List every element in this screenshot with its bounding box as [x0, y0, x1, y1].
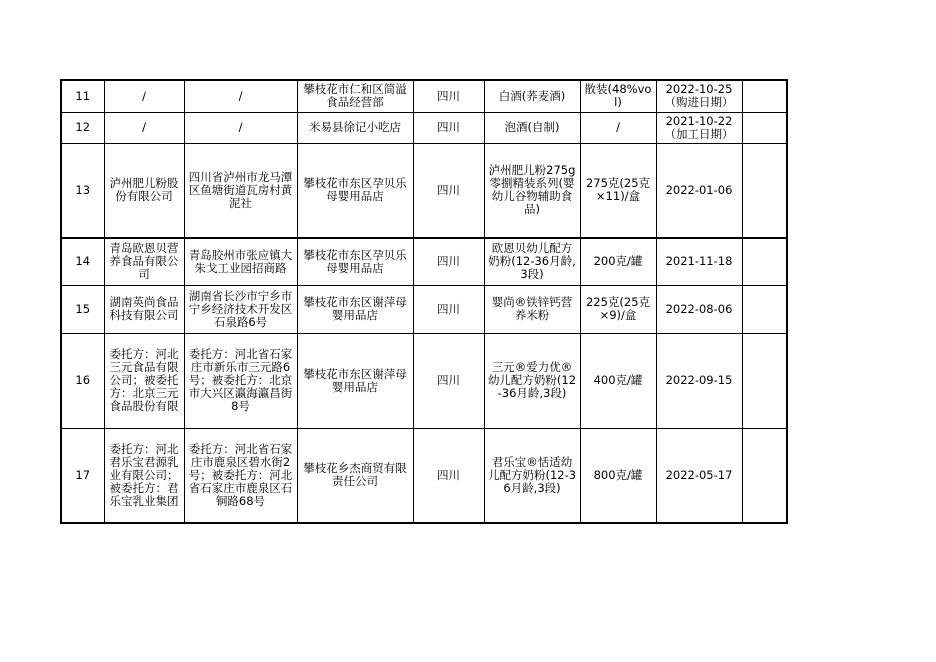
table-row [61, 143, 787, 238]
cell-specification: 散装(48%vol) [580, 80, 656, 112]
cell-producer-address: 委托方：河北省石家庄市鹿泉区碧水街2号；被委托方：河北省石家庄市鹿泉区石铜路68号 [184, 428, 297, 523]
cell-serial-number: 15 [61, 285, 104, 333]
cell-producer: 委托方：河北君乐宝君源乳业有限公司；被委托方：君乐宝乳业集团 [104, 428, 184, 523]
cell-date: 2022-09-15 [656, 333, 742, 428]
cell-province: 四川 [413, 428, 484, 523]
cell-serial-number: 11 [61, 80, 104, 112]
cell-date: 2022-01-06 [656, 143, 742, 238]
cell-specification: 400克/罐 [580, 333, 656, 428]
table-row [61, 80, 787, 112]
cell-producer: 委托方：河北三元食品有限公司；被委托方：北京三元食品股份有限 [104, 333, 184, 428]
cell-seller: 攀枝花市东区谢萍母婴用品店 [297, 285, 413, 333]
cell-date: 2022-10-25（购进日期） [656, 80, 742, 112]
cell-producer: / [104, 80, 184, 112]
table-row [61, 285, 787, 333]
cell-date: 2021-11-18 [656, 238, 742, 285]
cell-seller: 攀枝花市仁和区简溢食品经营部 [297, 80, 413, 112]
cell-product-name: 三元®爱力优®幼儿配方奶粉(12-36月龄,3段) [484, 333, 580, 428]
cell-product-name: 泡酒(自制) [484, 112, 580, 143]
cell-producer-address: 委托方：河北省石家庄市新乐市三元路6号；被委托方：北京市大兴区瀛海瀛昌街8号 [184, 333, 297, 428]
cell-extra [742, 143, 787, 238]
cell-extra [742, 428, 787, 523]
cell-specification: 200克/罐 [580, 238, 656, 285]
cell-product-name: 婴尚®铁锌钙营养米粉 [484, 285, 580, 333]
cell-serial-number: 12 [61, 112, 104, 143]
cell-producer: 湖南英尚食品科技有限公司 [104, 285, 184, 333]
cell-product-name: 欧恩贝幼儿配方奶粉(12-36月龄,3段) [484, 238, 580, 285]
cell-province: 四川 [413, 112, 484, 143]
cell-producer-address: / [184, 80, 297, 112]
cell-extra [742, 285, 787, 333]
cell-specification: 275克(25克×11)/盒 [580, 143, 656, 238]
cell-date: 2022-08-06 [656, 285, 742, 333]
table-body [61, 80, 787, 523]
cell-producer-address: 四川省泸州市龙马潭区鱼塘街道瓦房村黄泥社 [184, 143, 297, 238]
cell-seller: 米易县徐记小吃店 [297, 112, 413, 143]
cell-date: 2022-05-17 [656, 428, 742, 523]
cell-producer: 泸州肥儿粉股份有限公司 [104, 143, 184, 238]
cell-seller: 攀枝花市东区孕贝乐母婴用品店 [297, 143, 413, 238]
cell-producer: 青岛欧恩贝营养食品有限公司 [104, 238, 184, 285]
cell-producer: / [104, 112, 184, 143]
cell-serial-number: 13 [61, 143, 104, 238]
cell-extra [742, 80, 787, 112]
cell-specification: 800克/罐 [580, 428, 656, 523]
cell-seller: 攀枝花市东区孕贝乐母婴用品店 [297, 238, 413, 285]
inspection-table [60, 79, 788, 524]
cell-serial-number: 16 [61, 333, 104, 428]
cell-extra [742, 238, 787, 285]
cell-product-name: 君乐宝®恬适幼儿配方奶粉(12-36月龄,3段) [484, 428, 580, 523]
cell-product-name: 白酒(荞麦酒) [484, 80, 580, 112]
cell-province: 四川 [413, 285, 484, 333]
cell-date: 2021-10-22（加工日期） [656, 112, 742, 143]
table-row [61, 112, 787, 143]
cell-specification: / [580, 112, 656, 143]
cell-province: 四川 [413, 238, 484, 285]
cell-province: 四川 [413, 143, 484, 238]
cell-serial-number: 14 [61, 238, 104, 285]
cell-extra [742, 112, 787, 143]
cell-province: 四川 [413, 333, 484, 428]
cell-producer-address: / [184, 112, 297, 143]
cell-seller: 攀枝花乡杰商贸有限责任公司 [297, 428, 413, 523]
cell-producer-address: 青岛胶州市张应镇大朱戈工业园招商路 [184, 238, 297, 285]
cell-seller: 攀枝花市东区谢萍母婴用品店 [297, 333, 413, 428]
cell-producer-address: 湖南省长沙市宁乡市宁乡经济技术开发区石泉路6号 [184, 285, 297, 333]
cell-specification: 225克(25克×9)/盒 [580, 285, 656, 333]
cell-serial-number: 17 [61, 428, 104, 523]
cell-extra [742, 333, 787, 428]
table-row [61, 333, 787, 428]
cell-product-name: 泸州肥儿粉275g零捌精装系列(婴幼儿谷物辅助食品) [484, 143, 580, 238]
table-row [61, 428, 787, 523]
cell-province: 四川 [413, 80, 484, 112]
table-row [61, 238, 787, 285]
